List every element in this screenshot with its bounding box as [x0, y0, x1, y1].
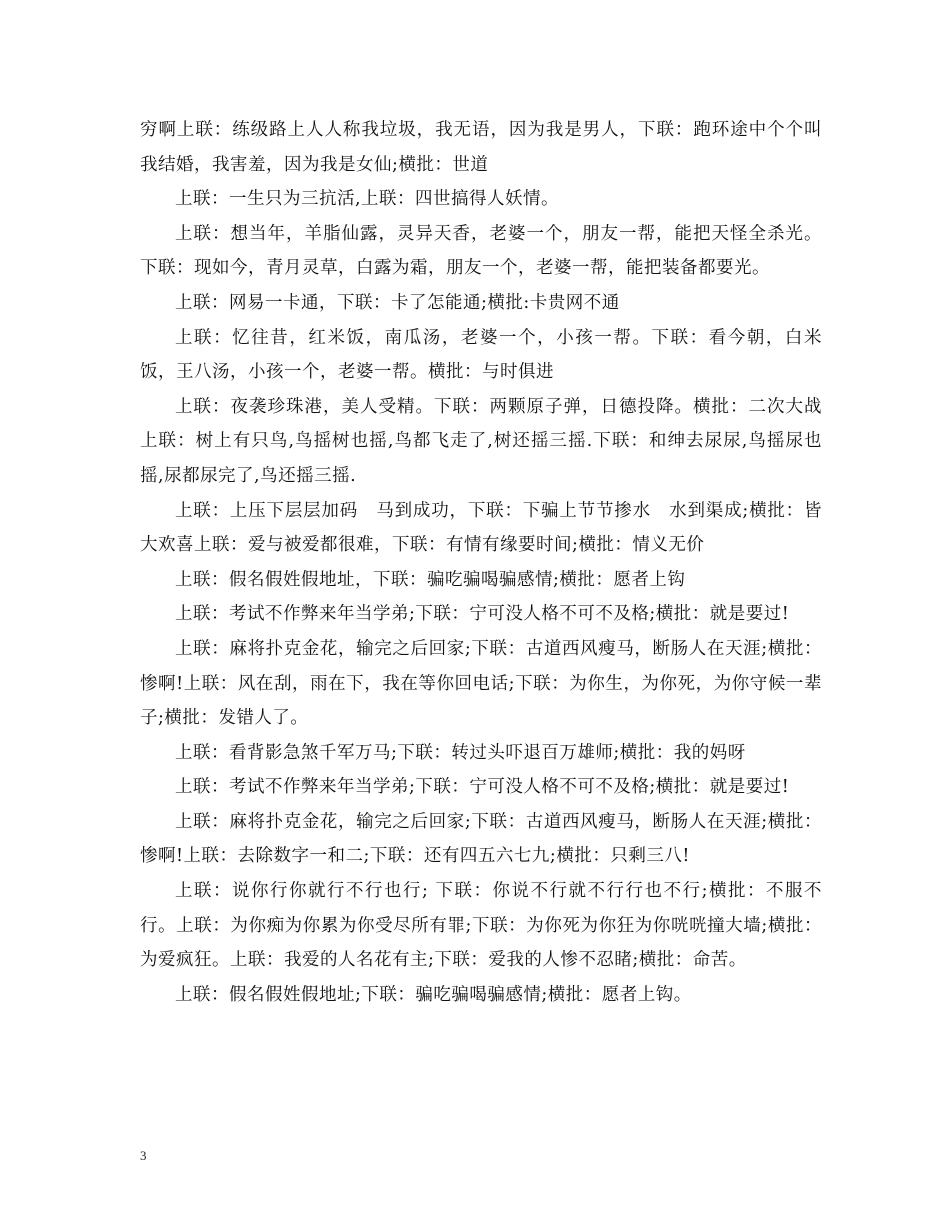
paragraph: 上联：忆往昔，红米饭，南瓜汤，老婆一个，小孩一帮。下联：看今朝，白米饭，王八汤，小孩一个，老婆一帮。横批：与时俱进 — [140, 327, 822, 383]
paragraph: 上联：考试不作弊来年当学弟;下联：宁可没人格不可不及格;横批：就是要过! — [175, 777, 790, 798]
paragraph: 上联：上压下层层加码 马到成功，下联：下骗上节节掺水 水到渠成;横批：皆大欢喜上联：爱与被爱都很难，下联：有情有缘要时间;横批：情义无价 — [140, 500, 822, 556]
paragraph: 上联：夜袭珍珠港，美人受精。下联：两颗原子弹，日德投降。横批：二次大战上联：树上有只鸟,鸟摇树也摇,鸟都飞走了,树还摇三摇.下联：和绅去尿尿,鸟摇尿也摇,尿都尿完了,鸟还摇三摇. — [140, 396, 822, 486]
paragraph: 上联：假名假姓假地址;下联：骗吃骗喝骗感情;横批：愿者上钩。 — [175, 984, 692, 1005]
paragraph: 上联：麻将扑克金花，输完之后回家;下联：古道西风瘦马，断肠人在天涯;横批：惨啊!上联：去除数字一和二;下联：还有四五六七九;横批：只剩三八! — [140, 811, 822, 867]
paragraph: 上联：一生只为三抗活,上联：四世搞得人妖情。 — [175, 189, 560, 210]
document-body — [140, 113, 822, 1012]
paragraph: 上联：网易一卡通，下联：卡了怎能通;横批:卡贵网不通 — [175, 292, 620, 313]
paragraph: 上联：说你行你就行不行也行; 下联：你说不行就不行行也不行;横批：不服不行。上联：为你痴为你累为你受尽所有罪;下联：为你死为你狂为你咣咣撞大墙;横批：为爱疯狂。上联：我爱的人名花有主;下联：爱我的人惨不忍睹;横批：命苦。 — [140, 881, 822, 971]
paragraph: 上联：假名假姓假地址，下联：骗吃骗喝骗感情;横批：愿者上钩 — [175, 569, 686, 590]
paragraph: 穷啊上联：练级路上人人称我垃圾，我无语，因为我是男人，下联：跑环途中个个叫我结婚，我害羞，因为我是女仙;横批：世道 — [140, 120, 822, 175]
page-number: 3 — [140, 1148, 147, 1163]
paragraph: 上联：想当年，羊脂仙露，灵异天香，老婆一个，朋友一帮，能把天怪全杀光。下联：现如今，青月灵草，白露为霜，朋友一个，老婆一帮，能把装备都要光。 — [140, 223, 822, 279]
paragraph: 上联：麻将扑克金花，输完之后回家;下联：古道西风瘦马，断肠人在天涯;横批：惨啊!上联：风在刮，雨在下，我在等你回电话;下联：为你生，为你死，为你守候一辈子;横批：发错人了。 — [140, 638, 822, 729]
paragraph: 上联：考试不作弊来年当学弟;下联：宁可没人格不可不及格;横批：就是要过! — [175, 604, 790, 625]
paragraph: 上联：看背影急煞千军万马;下联：转过头吓退百万雄师;横批：我的妈呀 — [175, 742, 746, 763]
